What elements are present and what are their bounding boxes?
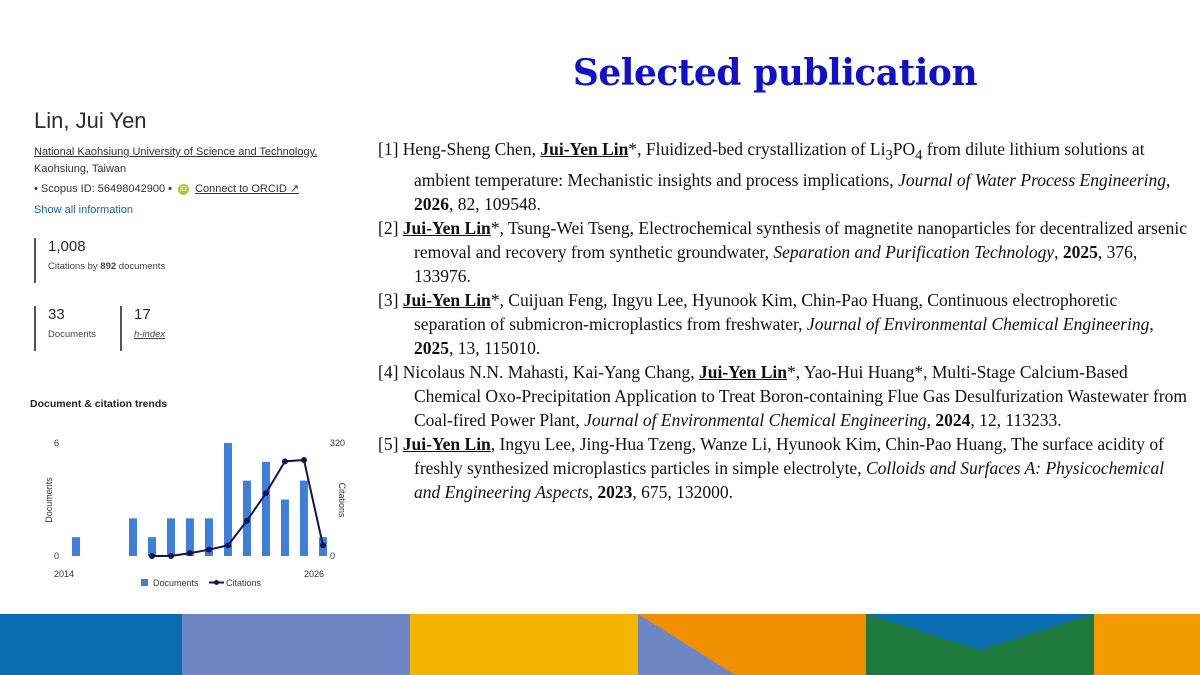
hindex-value: 17 xyxy=(134,306,151,323)
affiliation xyxy=(34,144,354,178)
citations-label: Citations by 892 documents xyxy=(48,261,166,272)
point-citations xyxy=(282,458,288,464)
point-citations xyxy=(168,553,174,559)
point-citations xyxy=(244,518,250,524)
point-citations xyxy=(187,550,193,556)
hindex-label[interactable]: h-index xyxy=(134,329,166,340)
location: Kaohsiung, Taiwan xyxy=(34,163,127,175)
reference-item: [5] Jui-Yen Lin, Ingyu Lee, Jing-Hua Tzeng, Wanze Li, Hyunook Kim, Chin-Pao Huang, The surface acidity of freshly synthesized microplastics particles in simple electrolyte, Colloids and Surfaces A: Physicochemical and Engineering Aspects, 2023, 675, 132000. xyxy=(378,433,1165,502)
point-citations xyxy=(263,490,269,496)
left-axis-tick-label: 0 xyxy=(54,551,60,561)
band-segment xyxy=(182,614,410,675)
documents-label: Documents xyxy=(48,329,97,340)
point-citations xyxy=(206,547,212,553)
show-all-information-link[interactable]: Show all information xyxy=(34,204,134,216)
slide-title: Selected publication xyxy=(572,52,978,94)
documents-value: 33 xyxy=(48,306,65,323)
bar-documents xyxy=(129,518,137,556)
chart-title: Document & citation trends xyxy=(30,398,168,410)
left-axis-tick-label: 6 xyxy=(54,438,60,448)
reference-item: [4] Nicolaus N.N. Mahasti, Kai-Yang Chang, Jui-Yen Lin*, Yao-Hui Huang*, Multi-Stage Calcium-Based Chemical Oxo-Precipitation Application to Treat Boron-containing Flue Gas Desulfurization Wastewater from Coal-fired Power Plant, Journal of Environmental Chemical Engineering, 2024, 12, 113233. xyxy=(378,361,1187,430)
bar-documents xyxy=(262,462,270,556)
point-citations xyxy=(301,457,307,463)
bar-documents xyxy=(281,500,289,557)
legend-citations-label: Citations xyxy=(226,578,262,588)
legend-documents-label: Documents xyxy=(153,578,199,588)
right-axis-tick-label: 0 xyxy=(330,551,336,561)
bar-documents xyxy=(300,481,308,556)
point-citations xyxy=(320,542,326,548)
reference-item: [2] Jui-Yen Lin*, Tsung-Wei Tseng, Electrochemical synthesis of magnetite nanoparticles for decentralized arsenic removal and recovery from synthetic groundwater, Separation and Purification Technology, 2025, 376, 133976. xyxy=(378,217,1188,286)
x-axis-tick-label: 2014 xyxy=(54,569,75,579)
bar-documents xyxy=(167,518,175,556)
citations-metric[interactable] xyxy=(34,238,165,283)
point-citations xyxy=(225,542,231,548)
band-segment xyxy=(1094,614,1200,675)
reference-list xyxy=(378,137,1188,504)
band-segment xyxy=(410,614,638,675)
documents-metric[interactable] xyxy=(34,306,118,351)
document-citation-chart xyxy=(26,425,356,600)
institution-link[interactable]: National Kaohsiung University of Science and Technology, xyxy=(34,146,318,158)
connect-orcid-link[interactable]: Connect to ORCID ↗ xyxy=(195,183,300,195)
x-axis-tick-label: 2026 xyxy=(303,569,324,579)
y-axis-label: Documents xyxy=(44,477,54,523)
y2-axis-label: Citations xyxy=(337,482,347,518)
legend-documents-swatch xyxy=(141,579,148,586)
bar-documents xyxy=(72,537,80,556)
decorative-color-band xyxy=(0,614,1200,675)
line-citations xyxy=(152,460,323,556)
hindex-metric[interactable] xyxy=(120,306,165,351)
reference-item: [1] Heng-Sheng Chen, Jui-Yen Lin*, Fluidized-bed crystallization of $Li_3PO_4$ from dilute lithium solutions at ambient temperature: Mechanistic insights and process implications, Journal of Water Process Engineering, 2026, 82, 109548. xyxy=(378,139,1171,214)
id-line xyxy=(34,182,299,195)
scopus-profile-card xyxy=(26,98,356,360)
scopus-id: • Scopus ID: 56498042900 • xyxy=(34,183,172,195)
right-axis-tick-label: 320 xyxy=(330,438,346,448)
orcid-icon: iD xyxy=(178,184,189,195)
author-name: Lin, Jui Yen xyxy=(34,108,147,133)
band-segment xyxy=(0,614,182,675)
reference-item: [3] Jui-Yen Lin*, Cuijuan Feng, Ingyu Lee, Hyunook Kim, Chin-Pao Huang, Continuous electrophoretic separation of submicron-microplastics from freshwater, Journal of Environmental Chemical Engineering, 2025, 13, 115010. xyxy=(378,289,1154,358)
legend-citations-marker xyxy=(214,580,219,585)
point-citations xyxy=(149,553,155,559)
bar-documents xyxy=(224,443,232,556)
citations-value: 1,008 xyxy=(48,238,86,255)
